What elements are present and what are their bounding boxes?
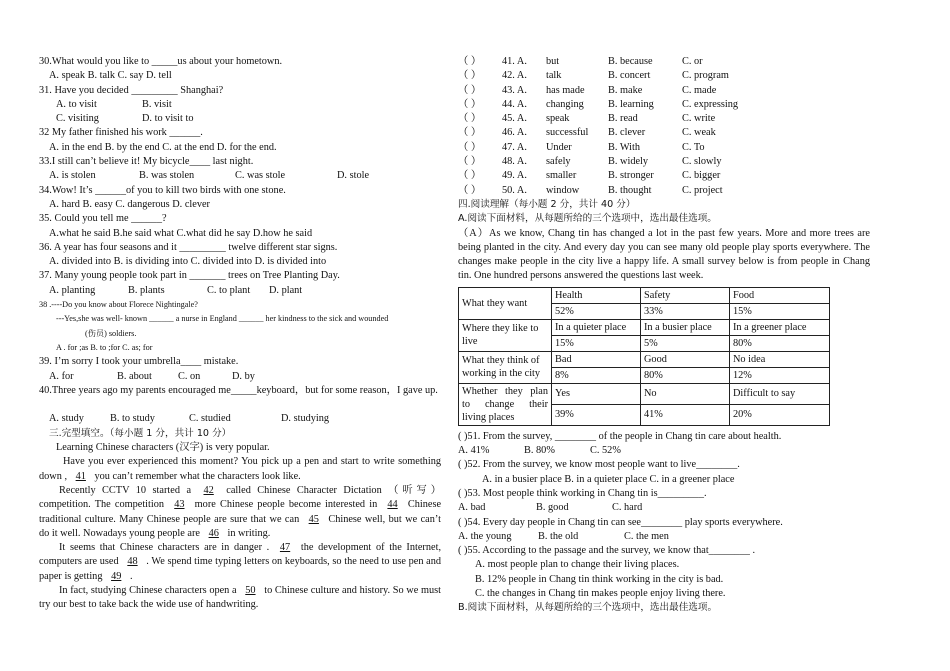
q52-stem: ( )52. From the survey, we know most people want to live________. [458, 459, 740, 471]
answer-bracket: （ ） [458, 98, 482, 110]
cloze-text: in writing. [227, 527, 271, 539]
answer-bracket: （ ） [458, 84, 482, 96]
q39-opt-a: A. for [49, 370, 74, 382]
cloze-text: . [129, 570, 133, 582]
q31-opt-b: B. visit [142, 98, 172, 110]
q31-opt-a: A. to visit [56, 98, 97, 110]
table-cell: 5% [641, 335, 730, 351]
option-b: B. widely [608, 156, 649, 168]
row-header: What they think of working in the city [459, 351, 552, 383]
q54-options [458, 530, 870, 544]
q53-opt-b: B. good [536, 502, 569, 514]
table-cell: In a quieter place [552, 319, 641, 335]
table-cell: 20% [730, 404, 830, 425]
q40-opt-c: C. studied [189, 413, 231, 425]
q37-opt-d: D. plant [269, 284, 303, 296]
option-c: C. slowly [682, 156, 722, 168]
table-row [459, 383, 830, 404]
row-header: Where they like to live [459, 319, 552, 351]
cloze-option-row [458, 184, 870, 198]
table-cell: 80% [641, 367, 730, 383]
option-b: B. read [608, 113, 638, 125]
table-cell: 33% [641, 303, 730, 319]
table-cell: Safety [641, 287, 730, 303]
q40-options [39, 412, 441, 426]
option-a: has made [546, 84, 585, 96]
q31-options-row2 [39, 112, 441, 126]
option-c: C. or [682, 56, 703, 67]
blank-43: 43 [174, 499, 185, 511]
cloze-text: Recently CCTV 10 started a [59, 484, 192, 496]
cloze-option-row [458, 112, 870, 126]
table-cell: Health [552, 287, 641, 303]
q34-stem: 34.Wow! It’s ______of you to kill two birds with one stone. [39, 184, 286, 196]
q40-opt-d: D. studying [281, 413, 330, 425]
q33-opt-b: B. was stolen [139, 170, 195, 182]
option-b: B. thought [608, 184, 652, 196]
table-cell: Bad [552, 351, 641, 367]
q33-opt-a: A. is stolen [49, 170, 96, 182]
option-b: B. learning [608, 98, 654, 110]
option-c: C. expressing [682, 98, 739, 110]
q53-stem: ( )53. Most people think working in Chang tin is_________. [458, 487, 707, 499]
option-a: safely [546, 156, 571, 168]
option-b: B. stronger [608, 170, 654, 182]
table-cell: 15% [730, 303, 830, 319]
option-c: C. weak [682, 127, 716, 139]
option-a: smaller [546, 170, 577, 182]
cloze-paragraph-3 [39, 541, 441, 584]
q51-opt-c: C. 52% [590, 445, 621, 457]
blank-46: 46 [208, 527, 219, 539]
q51-opt-b: B. 80% [524, 445, 555, 457]
q31-stem: 31. Have you decided _________ Shanghai? [39, 84, 224, 96]
option-b: B. clever [608, 127, 646, 139]
option-b: B. because [608, 56, 653, 67]
cloze-text: . We spend time typing letters on keyboards, so the need to use pen and paper is getting [39, 556, 442, 582]
q37-opt-a: A. planting [49, 284, 96, 296]
q38-line2: ---Yes,she was well- known ______ a nurse in England ______ her kindness to the sick and wounded [56, 314, 389, 324]
table-cell: Good [641, 351, 730, 367]
table-cell: 39% [552, 404, 641, 425]
option-c: C. program [682, 70, 729, 82]
q53-opt-a: A. bad [458, 502, 486, 514]
answer-bracket: （ ） [458, 184, 482, 196]
q55-opt-c: C. the changes in Chang tin makes people enjoy living there. [475, 588, 726, 600]
table-cell: In a busier place [641, 319, 730, 335]
option-c: C. project [682, 184, 723, 196]
cloze-text: Have you ever experienced this moment? You pick up a pen and start to write something down , [39, 456, 441, 482]
q40-opt-b: B. to study [110, 413, 155, 425]
cloze-heading: 三.完型填空。（每小题 1 分，共计 10 分） [49, 427, 232, 439]
answer-bracket: （ ） [458, 141, 482, 153]
option-c: C. write [682, 113, 716, 125]
answer-bracket: （ ） [458, 56, 482, 67]
cloze-paragraph-2 [39, 484, 441, 541]
answer-bracket: （ ） [458, 127, 482, 139]
blank-41: 41 [75, 470, 86, 482]
table-row [459, 287, 830, 303]
option-c: C. bigger [682, 170, 721, 182]
answer-bracket: （ ） [458, 113, 482, 125]
q31-options-row1 [39, 98, 441, 112]
question-number: 42. A. [502, 70, 527, 82]
table-cell: 80% [730, 335, 830, 351]
q38-line3: (伤员) soldiers. [85, 328, 137, 338]
cloze-option-row [458, 69, 870, 83]
answer-bracket: （ ） [458, 170, 482, 182]
blank-45: 45 [308, 513, 319, 525]
table-cell: No idea [730, 351, 830, 367]
cloze-text: called Chinese Character Dictation （听写） competition. The competition [39, 484, 442, 511]
question-number: 46. A. [502, 127, 527, 139]
cloze-option-row [458, 169, 870, 183]
q51-options [458, 444, 870, 458]
q35-options: A.what he said B.he said what C.what did he say D.how he said [49, 227, 313, 239]
option-b: B. concert [608, 70, 651, 82]
q51-stem: ( )51. From the survey, ________ of the people in Chang tin care about health. [458, 430, 782, 442]
question-number: 45. A. [502, 113, 527, 125]
option-c: C. made [682, 84, 717, 96]
cloze-title: Learning Chinese characters (汉字) is very popular. [56, 442, 270, 454]
blank-50: 50 [245, 584, 256, 596]
table-cell: No [641, 383, 730, 404]
option-a: talk [546, 70, 562, 82]
table-cell: In a greener place [730, 319, 830, 335]
q31-opt-d: D. to visit to [142, 113, 194, 125]
cloze-option-row [458, 141, 870, 155]
cloze-options-list [458, 55, 870, 198]
cloze-text: Chinese well, but we can’t do it well. Nowadays young people are [39, 513, 441, 539]
q33-opt-c: C. was stole [235, 170, 286, 182]
row-header: What they want [459, 287, 552, 319]
option-c: C. To [682, 141, 705, 153]
q54-opt-a: A. the young [458, 530, 512, 542]
cloze-option-row [458, 98, 870, 112]
blank-47: 47 [279, 542, 291, 554]
table-cell: Yes [552, 383, 641, 404]
cloze-paragraph-1 [39, 455, 441, 484]
question-number: 43. A. [502, 84, 527, 96]
q37-stem: 37. Many young people took part in _______ trees on Tree Planting Day. [39, 270, 340, 282]
q35-stem: 35. Could you tell me ______? [39, 213, 167, 225]
survey-table [458, 287, 830, 426]
passage-a: （A）As we know, Chang tin has changed a lot in the past few years. More and more trees are being planted in the city. And every day you can see many old people play sports everywhere. The changes make people in the city live a happy life. A small survey below is from people in Chang tin. One hundred persons answered the questions last week. [458, 227, 870, 282]
q30-stem: 30.What would you like to _____us about your hometown. [39, 56, 283, 67]
option-a: but [546, 56, 560, 67]
table-cell: 41% [641, 404, 730, 425]
q39-opt-c: C. on [178, 370, 201, 382]
option-b: B. With [608, 141, 641, 153]
q38-options: A . for ;as B. to ;for C. as; for [56, 342, 153, 352]
option-b: B. make [608, 84, 643, 96]
blank-49: 49 [111, 570, 122, 582]
question-number: 47. A. [502, 141, 527, 153]
q51-opt-a: A. 41% [458, 445, 490, 457]
q37-opt-b: B. plants [128, 284, 165, 296]
q32-stem: 32 My father finished his work ______. [39, 127, 203, 139]
section-a-instruction: A.阅读下面材料，从每题所给的三个选项中，选出最佳选项。 [458, 213, 717, 225]
cloze-option-row [458, 55, 870, 69]
table-cell: 52% [552, 303, 641, 319]
answer-bracket: （ ） [458, 70, 482, 82]
cloze-text: It seems that Chinese characters are in danger . [59, 542, 270, 554]
q55-opt-a: A. most people plan to change their living places. [475, 559, 680, 571]
q32-options: A. in the end B. by the end C. at the end D. for the end. [49, 141, 277, 153]
question-number: 41. A. [502, 56, 527, 67]
q38-stem: 38 .----Do you know about Florece Nightingale? [39, 300, 198, 310]
q37-opt-c: C. to plant [207, 284, 251, 296]
q34-options: A. hard B. easy C. dangerous D. clever [49, 198, 210, 210]
q54-opt-b: B. the old [538, 530, 579, 542]
question-number: 50. A. [502, 184, 527, 196]
q33-stem: 33.I still can’t believe it! My bicycle____ last night. [39, 156, 254, 168]
q30-options: A. speak B. talk C. say D. tell [49, 70, 172, 82]
cloze-text: In fact, studying Chinese characters open a [59, 584, 237, 596]
left-column [39, 55, 441, 613]
q33-options [39, 169, 441, 183]
blank-44: 44 [387, 499, 398, 511]
q55-opt-b: B. 12% people in Chang tin think working in the city is bad. [475, 573, 724, 585]
cloze-text: more Chinese people become interested in [194, 499, 378, 511]
question-number: 44. A. [502, 98, 527, 110]
blank-48: 48 [127, 556, 138, 568]
q53-opt-c: C. hard [612, 502, 643, 514]
q39-opt-d: D. by [232, 370, 255, 382]
cloze-text: you can’t remember what the characters look like. [94, 470, 301, 482]
reading-heading: 四.阅读理解（每小题 2 分，共计 40 分） [458, 198, 636, 210]
q36-stem: 36. A year has four seasons and it _________ twelve different star signs. [39, 241, 338, 253]
option-a: Under [546, 141, 572, 153]
q52-options: A. in a busier place B. in a quieter place C. in a greener place [482, 473, 735, 485]
blank-42: 42 [203, 484, 214, 496]
q37-options [39, 284, 441, 298]
right-column [458, 55, 870, 616]
q39-options [39, 370, 441, 384]
q31-opt-c: C. visiting [56, 113, 99, 125]
table-row [459, 319, 830, 335]
cloze-text: to Chinese culture and history. So we must try our best to take back the wide use of handwriting. [39, 584, 442, 611]
q40-opt-a: A. study [49, 413, 84, 425]
cloze-option-row [458, 126, 870, 140]
q39-stem: 39. I’m sorry I took your umbrella____ mistake. [39, 356, 239, 368]
table-cell: Difficult to say [730, 383, 830, 404]
cloze-text: Chinese traditional culture. Many Chinese people are sure that we can [39, 499, 442, 525]
question-number: 49. A. [502, 170, 527, 182]
q54-stem: ( )54. Every day people in Chang tin can see________ play sports everywhere. [458, 516, 783, 528]
q53-options [458, 501, 870, 515]
table-cell: 12% [730, 367, 830, 383]
table-cell: 15% [552, 335, 641, 351]
q36-options: A. divided into B. is dividing into C. divided into D. is divided into [49, 256, 327, 268]
table-row [459, 351, 830, 367]
option-a: successful [546, 127, 589, 139]
q54-opt-c: C. the men [624, 530, 669, 542]
section-b-instruction: B.阅读下面材料，从每题所给的三个选项中，选出最佳选项。 [458, 602, 718, 614]
cloze-option-row [458, 84, 870, 98]
row-header: Whether they plan to change their living places [459, 383, 552, 425]
table-cell: Food [730, 287, 830, 303]
cloze-option-row [458, 155, 870, 169]
cloze-text: the development of the Internet, computers are used [39, 542, 442, 568]
question-number: 48. A. [502, 156, 527, 168]
option-a: changing [546, 98, 584, 110]
q33-opt-d: D. stole [337, 170, 370, 182]
answer-bracket: （ ） [458, 156, 482, 168]
option-a: window [546, 184, 580, 196]
q40-stem: 40.Three years ago my parents encouraged me_____keyboard，but for some reason，I gave up. [39, 384, 438, 396]
table-cell: 8% [552, 367, 641, 383]
option-a: speak [546, 113, 570, 125]
q39-opt-b: B. about [117, 370, 152, 382]
cloze-paragraph-4 [39, 584, 441, 613]
q55-stem: ( )55. According to the passage and the survey, we know that________ . [458, 545, 756, 557]
